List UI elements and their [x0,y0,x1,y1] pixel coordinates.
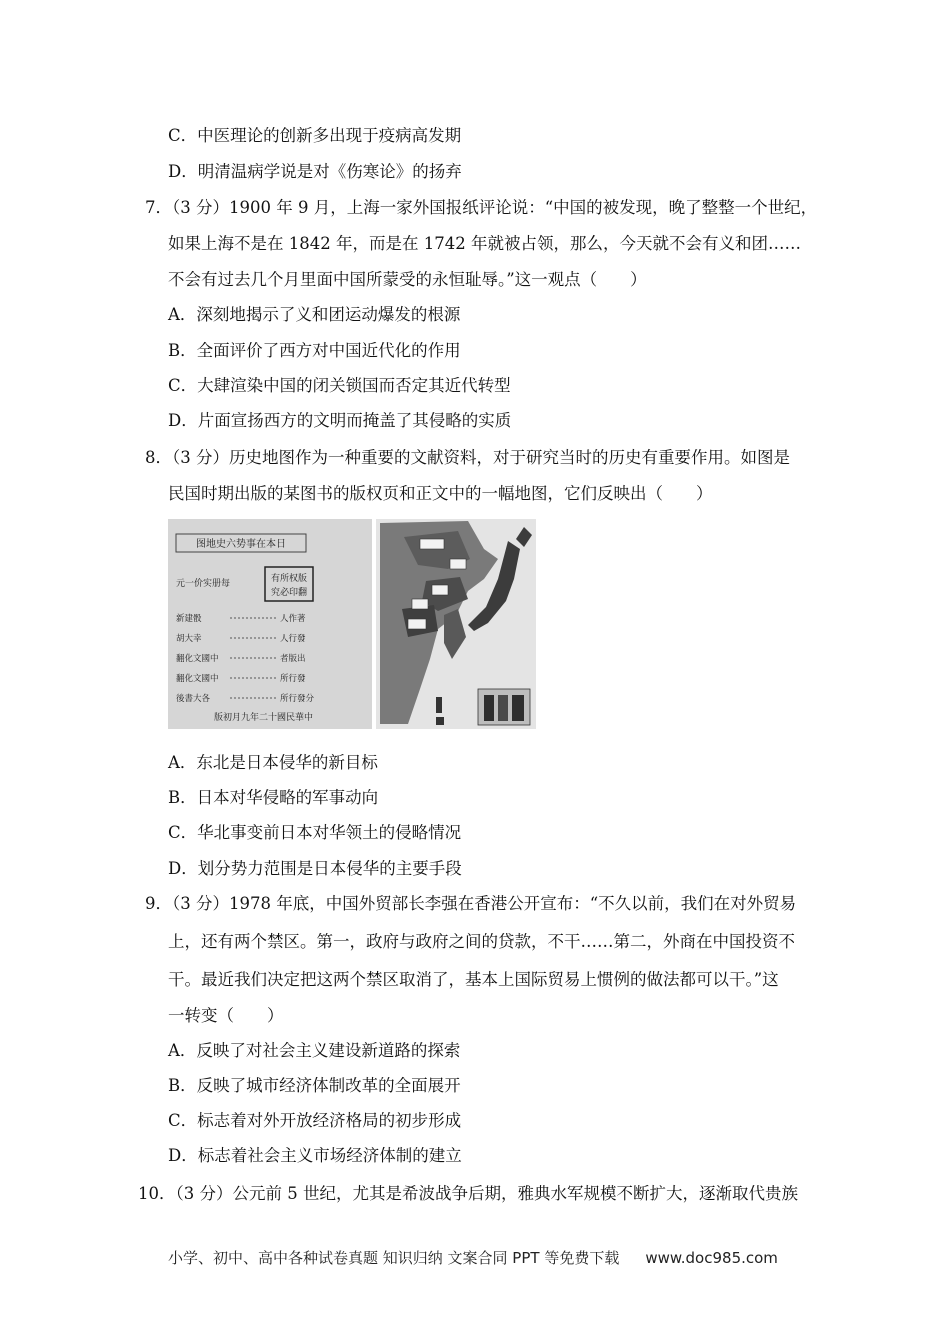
q9-option-a: A．反映了对社会主义建设新道路的探索 [168,1041,461,1060]
q10-stem-line-1: 10．（3 分）公元前 5 世纪，尤其是希波战争后期，雅典水军规模不断扩大，逐渐取代贵族 [138,1184,798,1203]
q7-stem-line-3: 不会有过去几个月里面中国所蒙受的永恒耻辱。”这一观点（ ） [168,270,647,289]
q6-option-c: C．中医理论的创新多出现于疫病高发期 [168,126,462,145]
q9-stem-line-2: 上，还有两个禁区。第一，政府与政府之间的贷款，不干……第二，外商在中国投资不 [168,932,795,951]
q7-option-c: C．大肆渲染中国的闭关锁国而否定其近代转型 [168,376,511,395]
q9-stem-line-1: 9．（3 分）1978 年底，中国外贸部长李强在香港公开宣布：“不久以前，我们在对外贸易 [145,894,797,913]
page-footer [168,1247,778,1268]
copyright-row-left: 胡大幸 [176,634,202,644]
copyright-row-right: 人行發 [280,634,306,644]
q7-stem-line-1: 7．（3 分）1900 年 9 月，上海一家外国报纸评论说：“中国的被发现，晚了整整一个世纪， [145,198,818,217]
copyright-row-right: 人作著 [280,614,306,624]
q8-figure [168,519,536,729]
copyright-title: 图地史六势事在本日 [196,539,286,550]
q8-option-c: C．华北事变前日本对华领土的侵略情况 [168,823,462,842]
q8-number: 8． [145,448,172,467]
copyright-row-right: 者版出 [280,654,306,664]
edition-date: 版初月九年二十國民華中 [214,713,314,723]
copyright-row-right: 所行發 [280,674,306,684]
q9-stem-line-3: 干。最近我们决定把这两个禁区取消了，基本上国际贸易上惯例的做法都可以干。”这 [168,970,779,989]
q8-stem-line-1: 8．（3 分）历史地图作为一种重要的文献资料，对于研究当时的历史有重要作用。如图是 [145,448,790,467]
price-text: 元一价实册每 [176,579,231,589]
q10-number: 10． [138,1184,176,1203]
q7-stem-line-2: 如果上海不是在 1842 年，而是在 1742 年就被占领，那么，今天就不会有义和团…… [168,234,801,253]
copyright-row-left: 翻化文國中 [176,654,219,664]
copyright-row-right: 所行發分 [280,694,315,704]
footer-url[interactable]: www.doc985.com [645,1249,778,1267]
q6-option-d: D．明清温病学说是对《伤寒论》的扬弃 [168,162,462,181]
footer-text: 小学、初中、高中各种试卷真题 知识归纳 文案合同 PPT 等免费下载 [168,1249,620,1267]
stamp-line-2: 究必印翻 [270,588,308,598]
q9-option-c: C．标志着对外开放经济格局的初步形成 [168,1111,462,1130]
q7-option-d: D．片面宣扬西方的文明而掩盖了其侵略的实质 [168,411,512,430]
q8-option-d: D．划分势力范围是日本侵华的主要手段 [168,859,462,878]
q7-option-a: A．深刻地揭示了义和团运动爆发的根源 [168,305,461,324]
copyright-row-left: 後書大各 [176,694,211,704]
q9-option-d: D．标志着社会主义市场经济体制的建立 [168,1146,462,1165]
q8-stem-line-2: 民国时期出版的某图书的版权页和正文中的一幅地图，它们反映出（ ） [168,484,713,503]
q8-option-a: A．东北是日本侵华的新目标 [168,753,378,772]
q7-option-b: B．全面评价了西方对中国近代化的作用 [168,341,461,360]
q9-option-b: B．反映了城市经济体制改革的全面展开 [168,1076,461,1095]
stamp-line-1: 有所权版 [270,574,308,584]
q7-number: 7． [145,198,172,217]
q8-option-b: B．日本对华侵略的军事动向 [168,788,379,807]
q9-number: 9． [145,894,172,913]
copyright-row-left: 新建骰 [176,614,202,624]
copyright-row-left: 翻化文國中 [176,674,219,684]
q9-stem-line-4: 一转变（ ） [168,1006,284,1025]
